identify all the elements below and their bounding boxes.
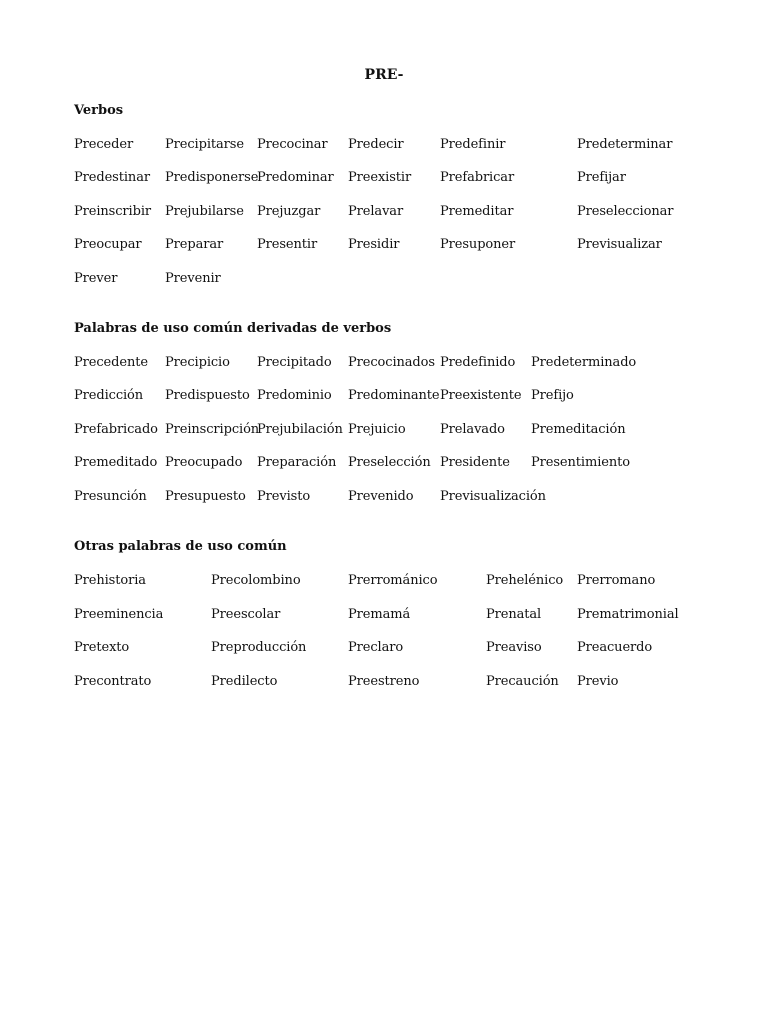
word-item: Preparar <box>165 237 224 252</box>
word-item: Preinscripción <box>165 422 260 437</box>
word-item: Predispuesto <box>165 388 250 403</box>
word-item: Presupuesto <box>165 489 246 504</box>
word-item: Prenatal <box>486 607 542 622</box>
word-item: Predefinir <box>440 137 506 152</box>
word-item: Prejuzgar <box>257 204 321 219</box>
word-item: Precipicio <box>165 355 230 370</box>
word-item: Premeditación <box>531 422 626 437</box>
word-item: Prejuicio <box>348 422 406 437</box>
word-item: Prefijar <box>577 170 626 185</box>
word-item: Presunción <box>74 489 147 504</box>
word-item: Precaución <box>486 674 559 689</box>
word-item: Prevenir <box>165 271 221 286</box>
word-item: Presuponer <box>440 237 516 252</box>
word-item: Precedente <box>74 355 148 370</box>
word-item: Prelavado <box>440 422 505 437</box>
word-item: Premamá <box>348 607 411 622</box>
word-item: Premeditado <box>74 455 158 470</box>
word-item: Prejubilarse <box>165 204 244 219</box>
word-item: Prehelénico <box>486 573 564 588</box>
word-item: Predominar <box>257 170 334 185</box>
word-item: Prever <box>74 271 118 286</box>
section-heading: Palabras de uso común derivadas de verbos <box>74 321 392 336</box>
word-item: Presentimiento <box>531 455 630 470</box>
word-item: Predecir <box>348 137 404 152</box>
section-heading: Verbos <box>74 103 124 118</box>
section-heading: Otras palabras de uso común <box>74 539 287 554</box>
word-item: Preparación <box>257 455 337 470</box>
word-item: Precontrato <box>74 674 152 689</box>
word-item: Previsto <box>257 489 311 504</box>
word-item: Predominio <box>257 388 332 403</box>
word-item: Preocupar <box>74 237 142 252</box>
word-item: Preestreno <box>348 674 420 689</box>
word-item: Presidir <box>348 237 400 252</box>
word-item: Prefijo <box>531 388 574 403</box>
word-item: Predestinar <box>74 170 150 185</box>
word-item: Preproducción <box>211 640 307 655</box>
word-item: Preselección <box>348 455 431 470</box>
word-item: Precipitarse <box>165 137 244 152</box>
word-item: Preeminencia <box>74 607 164 622</box>
word-item: Previsualización <box>440 489 546 504</box>
word-item: Prehistoria <box>74 573 146 588</box>
word-item: Preocupado <box>165 455 243 470</box>
word-item: Preescolar <box>211 607 281 622</box>
word-item: Precipitado <box>257 355 332 370</box>
word-item: Preexistir <box>348 170 412 185</box>
word-item: Preinscribir <box>74 204 152 219</box>
word-item: Precocinados <box>348 355 435 370</box>
word-item: Precolombino <box>211 573 301 588</box>
word-item: Predisponerse <box>165 170 259 185</box>
word-item: Prerromano <box>577 573 656 588</box>
word-item: Prelavar <box>348 204 404 219</box>
word-item: Previsualizar <box>577 237 662 252</box>
word-item: Prefabricado <box>74 422 158 437</box>
word-item: Precocinar <box>257 137 328 152</box>
word-item: Presidente <box>440 455 510 470</box>
word-item: Prefabricar <box>440 170 515 185</box>
word-item: Preaviso <box>486 640 542 655</box>
word-item: Previo <box>577 674 619 689</box>
word-item: Prematrimonial <box>577 607 679 622</box>
word-item: Preacuerdo <box>577 640 653 655</box>
word-item: Preexistente <box>440 388 522 403</box>
word-item: Preseleccionar <box>577 204 674 219</box>
word-item: Presentir <box>257 237 318 252</box>
word-item: Prerrománico <box>348 573 438 588</box>
word-item: Predominante <box>348 388 440 403</box>
page-title: PRE- <box>364 67 404 83</box>
word-item: Premeditar <box>440 204 514 219</box>
word-item: Preceder <box>74 137 134 152</box>
word-item: Predilecto <box>211 674 278 689</box>
word-item: Preclaro <box>348 640 404 655</box>
word-item: Prejubilación <box>257 422 343 437</box>
word-item: Predeterminar <box>577 137 673 152</box>
word-item: Predefinido <box>440 355 516 370</box>
word-item: Prevenido <box>348 489 414 504</box>
word-item: Predeterminado <box>531 355 637 370</box>
word-item: Predicción <box>74 388 144 403</box>
word-item: Pretexto <box>74 640 130 655</box>
